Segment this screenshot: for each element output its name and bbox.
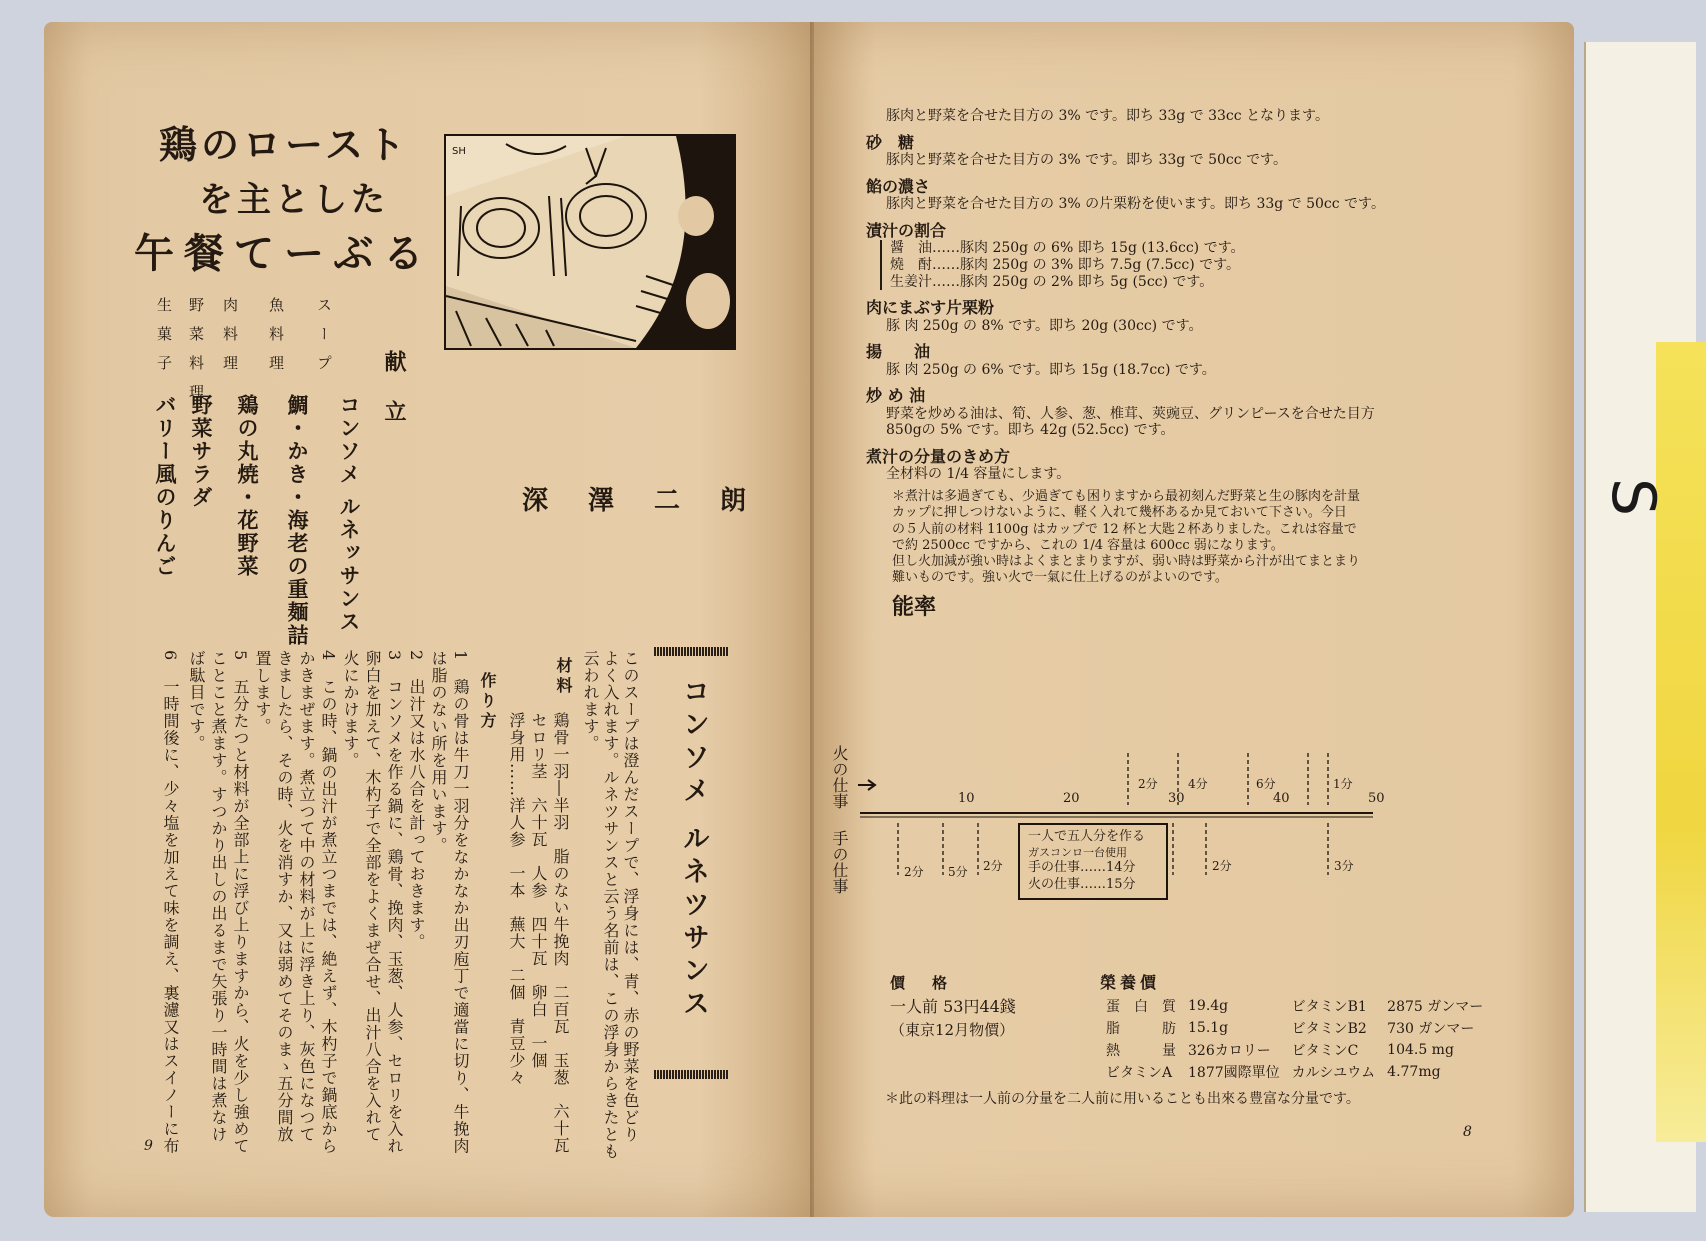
price-value: 一人前 53円44錢 — [890, 996, 1016, 1016]
menu-category-sweet: 生菓子 — [155, 297, 173, 384]
table-cell: ビタミンB1 — [1291, 999, 1367, 1015]
fire-work-label: 火の仕事 — [830, 745, 849, 809]
table-cell: ビタミンC — [1291, 1043, 1359, 1059]
step-line: ことこと煮ます。すつかり出しの出るまで矢張り一時間は煮なけ — [209, 650, 228, 1143]
step-line: ば駄目です。 — [187, 650, 206, 752]
section-heading: 肉にまぶす片栗粉 — [866, 298, 995, 318]
title-line-1: 鶏のロースト — [159, 122, 410, 167]
summary-title: 一人で五人分を作る — [1028, 829, 1146, 844]
text-line: 豚肉と野菜を合せた目方の 3% です。即ち 33g で 50cc です。 — [886, 151, 1287, 168]
table-row — [1100, 1017, 1489, 1039]
intro-line-3: 云われます。 — [581, 650, 600, 752]
menu-category-fish: 魚料理 — [267, 297, 285, 384]
menu-item-meat: 鶏の丸焼・花野菜 — [235, 394, 260, 578]
step-line: 3 コンソメを作る鍋に、鶏骨、挽肉、玉葱、人参、セロリを入れ — [385, 650, 404, 1155]
text-line: 全材料の 1/4 容量にします。 — [886, 466, 1071, 483]
upper-note: 6分 — [1256, 777, 1276, 791]
note-line: の５人前の材料 1100g はカップで 12 杯と大匙２杯ありました。これは容量で — [892, 521, 1357, 537]
text-line: 生姜汁……豚肉 250g の 2% 即ち 5g (5cc) です。 — [890, 273, 1214, 290]
table-cell: 熱 量 — [1106, 1043, 1176, 1059]
text-line: 豚 肉 250g の 6% です。即ち 15g (18.7cc) です。 — [886, 361, 1216, 378]
section-heading: 餡の濃さ — [866, 176, 931, 196]
rule-top — [654, 647, 729, 656]
table-cell: 4.77mg — [1387, 1064, 1441, 1080]
upper-note: 1分 — [1333, 777, 1353, 791]
section-heading: 煮汁の分量のきめ方 — [866, 447, 1011, 467]
menu-category-vegetable: 野菜料理 — [187, 297, 205, 413]
lower-note: 3分 — [1334, 859, 1354, 873]
magazine-cover-edge — [1584, 42, 1696, 1212]
note-line: で約 2500cc ですから、これの 1/4 容量は 600cc 弱になります。 — [892, 537, 1284, 553]
nutrition-table — [1100, 995, 1489, 1083]
summary-line: 火の仕事……15分 — [1028, 877, 1136, 893]
method-label: 作り方 — [478, 672, 497, 732]
efficiency-diagram — [828, 745, 1428, 920]
lower-note: 2分 — [904, 865, 924, 879]
price-note: （東京12月物價） — [890, 1020, 1015, 1039]
table-cell: 19.4g — [1188, 998, 1229, 1014]
upper-note: 4分 — [1188, 777, 1208, 791]
cover-yellow-stripe — [1656, 342, 1706, 1142]
table-cell: ビタミンB2 — [1291, 1021, 1367, 1037]
table-cell: 730 ガンマー — [1387, 1021, 1475, 1037]
text-line: 豚肉と野菜を合せた目方の 3% の片栗粉を使います。即ち 33g で 50cc です。 — [886, 195, 1385, 212]
text-line: 豚 肉 250g の 8% です。即ち 20g (30cc) です。 — [886, 317, 1203, 334]
title-line-3: 午餐てーぶる — [134, 230, 434, 277]
table-cell: 104.5 mg — [1387, 1042, 1454, 1058]
text-line: 醤 油……豚肉 250g の 6% 即ち 15g (13.6cc) です。 — [890, 239, 1245, 256]
nutrition-heading: 榮養價 — [1100, 973, 1161, 992]
section-heading: 砂 糖 — [866, 132, 915, 152]
step-line: は脂のない所を用います。 — [429, 650, 448, 854]
note-line: ＊煮汁は多過ぎても、少過ぎても困りますから最初刻んだ野菜と生の豚肉を計量 — [892, 489, 1361, 505]
lower-note: 2分 — [983, 859, 1003, 873]
step-line: きましたら、その時、火を消すか、又は弱めてそのまゝ五分間放 — [275, 650, 294, 1143]
nutrition-block — [1100, 970, 1489, 1083]
tick-label: 40 — [1273, 791, 1290, 806]
place-setting-icon — [446, 136, 734, 348]
materials-line-2: セロリ茎 六十瓦 人参 四十瓦 卵白 一個 — [529, 712, 548, 1069]
table-cell: 1877國際單位 — [1188, 1065, 1280, 1081]
table-cell: カルシユウム — [1291, 1065, 1376, 1081]
text-line: 野菜を炒める油は、筍、人参、葱、椎茸、莢豌豆、グリンピースを合せた目方 — [886, 405, 1375, 422]
menu-item-sweet: バリー風のりんご — [153, 394, 178, 578]
menu-category-soup: スープ — [315, 297, 333, 384]
step-line: 1 鶏の骨は牛刀一羽分をなかなか出刃庖丁で適當に切り、牛挽肉 — [451, 650, 470, 1155]
menu-item-soup: コンソメ ルネッサンス — [337, 394, 362, 634]
menu-item-vegetable: 野菜サラダ — [189, 394, 214, 509]
note-line: 但し火加減が強い時はよくまとまりますが、弱い時は野菜から汁が出てまとまり — [892, 554, 1361, 570]
summary-box — [1018, 823, 1168, 900]
cover-letter-icon: S — [1598, 477, 1669, 517]
lower-note: 5分 — [948, 865, 968, 879]
step-line: 6 一時間後に、少々塩を加えて味を調え、裏濾又はスイノーに布 — [161, 650, 180, 1155]
table-cell: 2875 ガンマー — [1387, 999, 1484, 1015]
left-page — [44, 22, 814, 1217]
footnote: ＊此の料理は一人前の分量を二人前に用いることも出來る豊富な分量です。 — [885, 1091, 1360, 1107]
text-line: 豚肉と野菜を合せた目方の 3% です。即ち 33g で 33cc となります。 — [886, 108, 1329, 124]
step-line: 2 出汁又は水八合を計っておきます。 — [407, 650, 426, 951]
table-row — [1100, 995, 1489, 1017]
section-heading: 揚 油 — [866, 342, 931, 362]
note-line: カップに押しつけないように、軽く入れて幾杯あるか見ておいて下さい。今日 — [892, 505, 1347, 521]
price-heading: 價 格 — [890, 974, 954, 992]
materials-line-3: 浮身用……洋人参 一本 蕪大 二個 青豆少々 — [507, 712, 526, 1086]
table-cell: 326カロリー — [1188, 1043, 1271, 1059]
hand-work-label: 手の仕事 — [830, 830, 849, 894]
step-line: かきまぜます。煮立つて中の材料が上に浮き上り、灰色になつて — [297, 650, 316, 1143]
table-cell: ビタミンA — [1106, 1065, 1173, 1081]
section-heading: 炒 め 油 — [866, 386, 926, 406]
intro-line-2: よく入れます。ルネツサンスと云う名前は、この浮身からきたとも — [601, 650, 620, 1160]
intro-line-1: このスープは澄んだスープで、浮身には、青、赤の野菜を色どり — [621, 650, 640, 1143]
section-heading: 漬汁の割合 — [866, 220, 947, 240]
step-line: 5 五分たつと材料が全部上に浮び上りますから、火を少し強めて — [231, 650, 250, 1155]
table-cell: 15.1g — [1188, 1020, 1229, 1036]
summary-line: 手の仕事……14分 — [1028, 860, 1136, 876]
svg-text:SH: SH — [452, 146, 466, 157]
materials-line-1: 鶏骨一羽―半羽 脂のない牛挽肉 二百瓦 玉葱 六十瓦 — [551, 712, 570, 1154]
page-number-right: 8 — [1463, 1124, 1472, 1140]
table-row — [1100, 1061, 1489, 1083]
soup-title: コンソメ ルネツサンス — [678, 677, 709, 1023]
menu-heading: 献立 — [381, 350, 407, 450]
price-block — [890, 972, 1016, 1041]
menu-category-meat: 肉料理 — [221, 297, 239, 384]
upper-note: 2分 — [1138, 777, 1158, 791]
step-line: 卵白を加えて、木杓子で全部をよくまぜ合せ、出汁八合を入れて — [363, 650, 382, 1143]
text-line: 燒 酎……豚肉 250g の 3% 即ち 7.5g (7.5cc) です。 — [890, 256, 1241, 273]
step-line: 4 この時、鍋の出汁が煮立つまでは、絶えず、木杓子で鍋底から — [319, 650, 338, 1155]
text-line: 850gの 5% です。即ち 42g (52.5cc) です。 — [886, 422, 1175, 439]
table-cell: 脂 肪 — [1106, 1021, 1176, 1037]
table-cell: 蛋 白 質 — [1106, 999, 1176, 1015]
rule-bottom — [654, 1070, 729, 1079]
title-line-2: を主とした — [199, 180, 389, 220]
tick-label: 20 — [1063, 791, 1080, 806]
materials-label: 材料 — [554, 657, 573, 697]
author-name: 深澤二朗 — [522, 486, 787, 516]
lower-note: 2分 — [1212, 859, 1232, 873]
menu-item-fish: 鯛・かき・海老の重麺詰 — [285, 394, 310, 647]
page-number-left: 9 — [144, 1138, 153, 1154]
tick-label: 50 — [1368, 791, 1385, 806]
summary-sub: ガスコンロ一台使用 — [1028, 845, 1127, 859]
step-line: 置します。 — [253, 650, 272, 735]
step-line: 火にかけます。 — [341, 650, 360, 769]
note-line: 難いものです。強い火で一氣に仕上げるのがよいのです。 — [892, 570, 1228, 586]
table-row — [1100, 1039, 1489, 1061]
tick-label: 30 — [1168, 791, 1185, 806]
efficiency-heading: 能率 — [892, 594, 937, 620]
tick-label: 10 — [958, 791, 975, 806]
table-setting-illustration — [444, 134, 736, 350]
